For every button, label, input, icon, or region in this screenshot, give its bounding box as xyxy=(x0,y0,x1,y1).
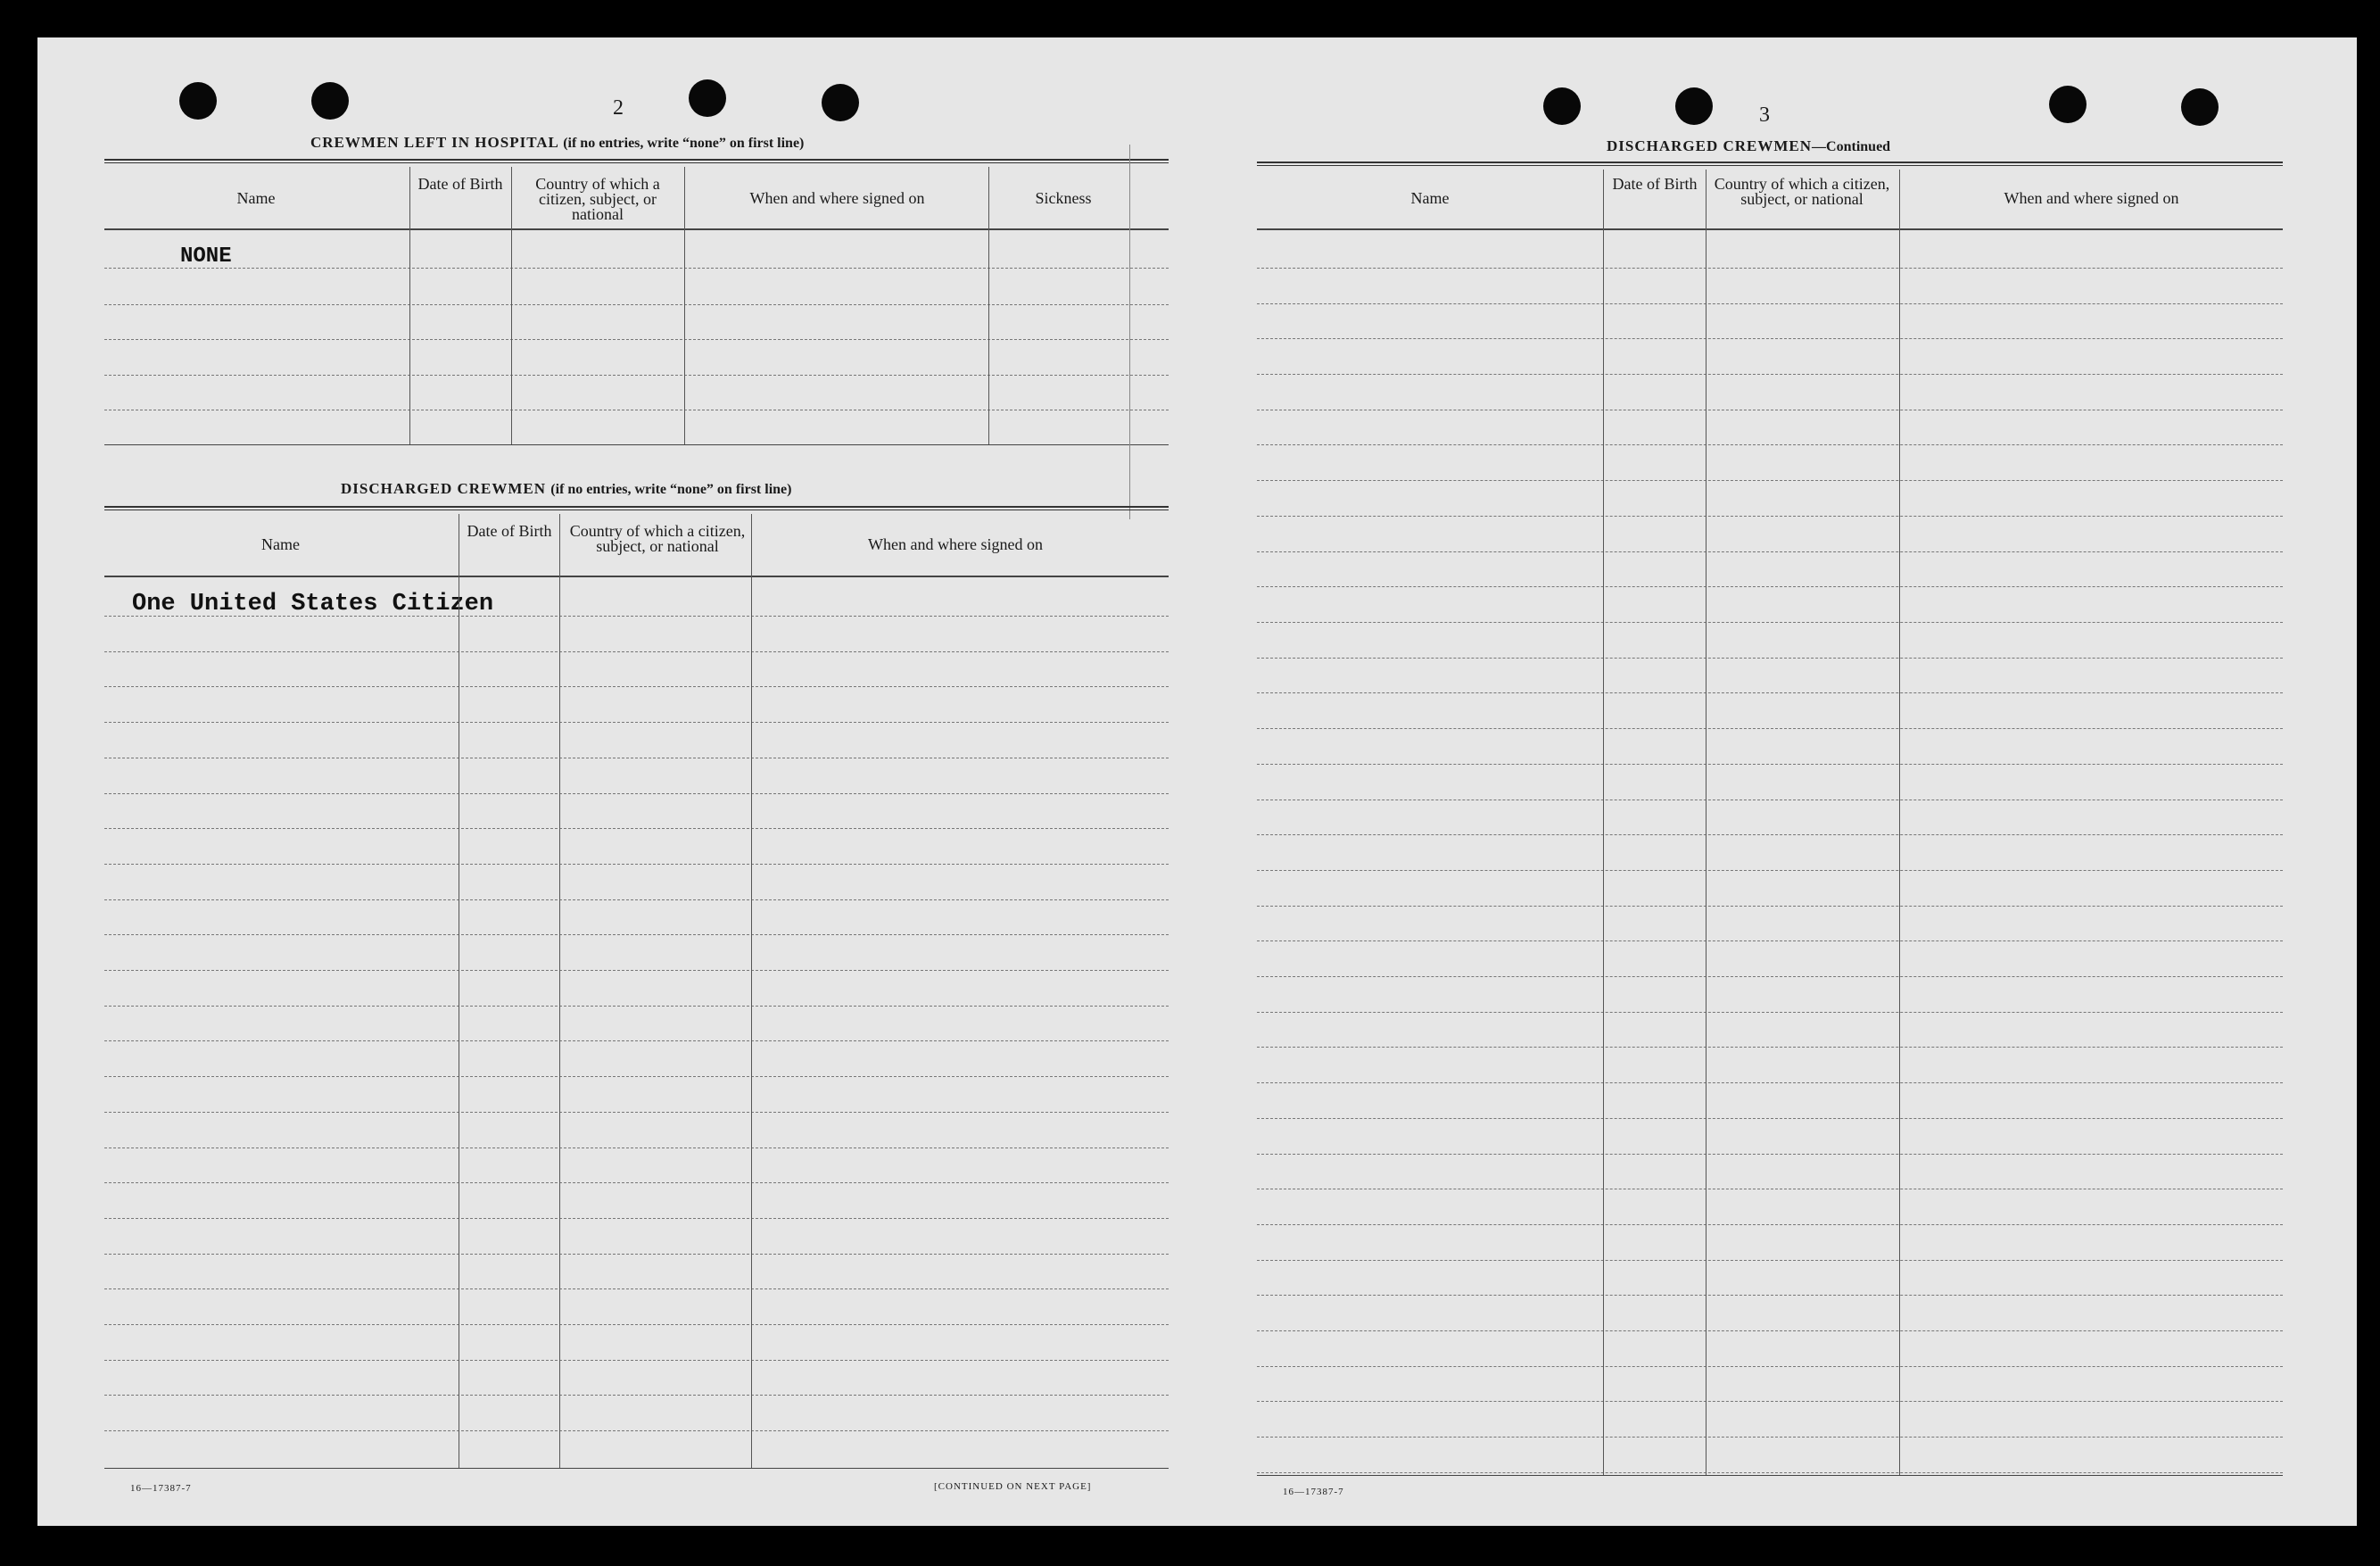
col-header-sickness: Sickness xyxy=(1035,189,1092,207)
entry-line xyxy=(104,1006,1169,1007)
entry-line xyxy=(1257,940,2283,941)
entry-line xyxy=(104,722,1169,723)
entry-line xyxy=(1257,338,2283,339)
col-header-country: Country of which a citizen, subject, or national xyxy=(1714,175,1890,208)
entry-line xyxy=(1257,1082,2283,1083)
right-section-title xyxy=(1607,137,1890,155)
entry-line xyxy=(1257,906,2283,907)
entry-line xyxy=(104,304,1169,305)
entry-line xyxy=(104,899,1169,900)
page-number: 2 xyxy=(613,96,624,120)
entry-line xyxy=(1257,1401,2283,1402)
right-title-suffix: —Continued xyxy=(1812,139,1891,154)
entry-line xyxy=(1257,586,2283,587)
entry-line xyxy=(104,375,1169,376)
col-header-signed-on: When and where signed on xyxy=(749,189,925,207)
col-header-signed-on: When and where signed on xyxy=(868,535,1043,553)
col-header-dob: Date of Birth xyxy=(467,522,552,540)
entry-line xyxy=(1257,1047,2283,1048)
entry-line xyxy=(1257,1366,2283,1367)
entry-line xyxy=(1257,516,2283,517)
entry-line xyxy=(104,616,1169,617)
continued-note: [CONTINUED ON NEXT PAGE] xyxy=(934,1481,1092,1492)
punch-hole xyxy=(1675,87,1713,125)
entry-line xyxy=(1257,1260,2283,1261)
entry-line xyxy=(104,864,1169,865)
right-title: DISCHARGED CREWMEN xyxy=(1607,137,1813,154)
punch-hole xyxy=(179,82,217,120)
col-header-country: Country of which a citizen, subject, or national xyxy=(535,175,660,223)
col-divider xyxy=(511,167,512,444)
hospital-entry: NONE xyxy=(180,244,232,269)
entry-line xyxy=(1257,303,2283,304)
entry-line xyxy=(104,651,1169,652)
col-divider xyxy=(559,514,560,1468)
col-divider xyxy=(988,167,989,444)
entry-line xyxy=(1257,444,2283,445)
entry-line xyxy=(1257,870,2283,871)
entry-line xyxy=(1257,622,2283,623)
punch-hole xyxy=(1543,87,1581,125)
entry-line xyxy=(104,828,1169,829)
entry-line xyxy=(104,793,1169,794)
entry-line xyxy=(104,1395,1169,1396)
col-divider xyxy=(1129,145,1130,519)
entry-line xyxy=(1257,480,2283,481)
form-number: 16—17387-7 xyxy=(1283,1487,1344,1497)
entry-line xyxy=(1257,551,2283,552)
punch-hole xyxy=(311,82,349,120)
entry-line xyxy=(1257,268,2283,269)
discharged-section-title xyxy=(341,480,791,498)
entry-line xyxy=(104,1288,1169,1289)
punch-hole xyxy=(2049,86,2087,123)
col-divider xyxy=(1899,170,1900,1475)
discharged-title-note: (if no entries, write “none” on first line) xyxy=(550,482,792,497)
entry-line xyxy=(104,268,1169,269)
punch-hole xyxy=(2181,88,2219,126)
col-header-name: Name xyxy=(1410,189,1450,207)
section-bottom-rule xyxy=(104,444,1169,445)
col-divider xyxy=(409,167,410,444)
entry-line xyxy=(1257,692,2283,693)
document-sheet xyxy=(37,37,2357,1526)
discharged-title: DISCHARGED CREWMEN xyxy=(341,480,547,497)
header-rule xyxy=(104,159,1169,163)
entry-line xyxy=(1257,834,2283,835)
page-bottom-rule xyxy=(1257,1475,2283,1476)
entry-line xyxy=(104,1218,1169,1219)
entry-line xyxy=(1257,1154,2283,1155)
header-rule xyxy=(1257,162,2283,166)
entry-line xyxy=(1257,1437,2283,1438)
entry-line xyxy=(1257,976,2283,977)
header-rule xyxy=(104,506,1169,510)
col-header-signed-on: When and where signed on xyxy=(2004,189,2179,207)
col-divider xyxy=(751,514,752,1468)
col-divider xyxy=(684,167,685,444)
col-divider xyxy=(1603,170,1604,1475)
hospital-title-note: (if no entries, write “none” on first line) xyxy=(563,136,805,151)
punch-hole xyxy=(689,79,726,117)
entry-line xyxy=(1257,1224,2283,1225)
entry-line xyxy=(104,1112,1169,1113)
hospital-title: CREWMEN LEFT IN HOSPITAL xyxy=(310,134,558,151)
entry-line xyxy=(1257,728,2283,729)
header-bottom-rule xyxy=(104,228,1169,230)
entry-line xyxy=(104,970,1169,971)
entry-line xyxy=(104,1040,1169,1041)
entry-line xyxy=(1257,658,2283,659)
entry-line xyxy=(1257,1118,2283,1119)
entry-line xyxy=(1257,1295,2283,1296)
col-header-dob: Date of Birth xyxy=(417,175,503,193)
hospital-section-title xyxy=(310,134,804,152)
header-bottom-rule xyxy=(1257,228,2283,230)
col-header-country: Country of which a citizen, subject, or national xyxy=(569,522,746,555)
entry-line xyxy=(104,1254,1169,1255)
entry-line xyxy=(1257,374,2283,375)
entry-line xyxy=(104,1076,1169,1077)
entry-line xyxy=(1257,1012,2283,1013)
entry-line xyxy=(104,1430,1169,1431)
col-header-name: Name xyxy=(236,189,276,207)
punch-hole xyxy=(822,84,859,121)
header-bottom-rule xyxy=(104,576,1169,577)
entry-line xyxy=(104,339,1169,340)
entry-line xyxy=(104,934,1169,935)
col-header-name: Name xyxy=(261,535,300,553)
entry-line xyxy=(104,1182,1169,1183)
form-number: 16—17387-7 xyxy=(130,1483,192,1494)
entry-line xyxy=(1257,1330,2283,1331)
discharged-entry: One United States Citizen xyxy=(132,591,494,617)
page-number: 3 xyxy=(1759,104,1770,127)
entry-line xyxy=(104,1324,1169,1325)
page-bottom-rule xyxy=(104,1468,1169,1469)
col-header-dob: Date of Birth xyxy=(1612,175,1698,193)
entry-line xyxy=(104,686,1169,687)
entry-line xyxy=(1257,764,2283,765)
entry-line xyxy=(1257,1472,2283,1473)
entry-line xyxy=(104,1360,1169,1361)
